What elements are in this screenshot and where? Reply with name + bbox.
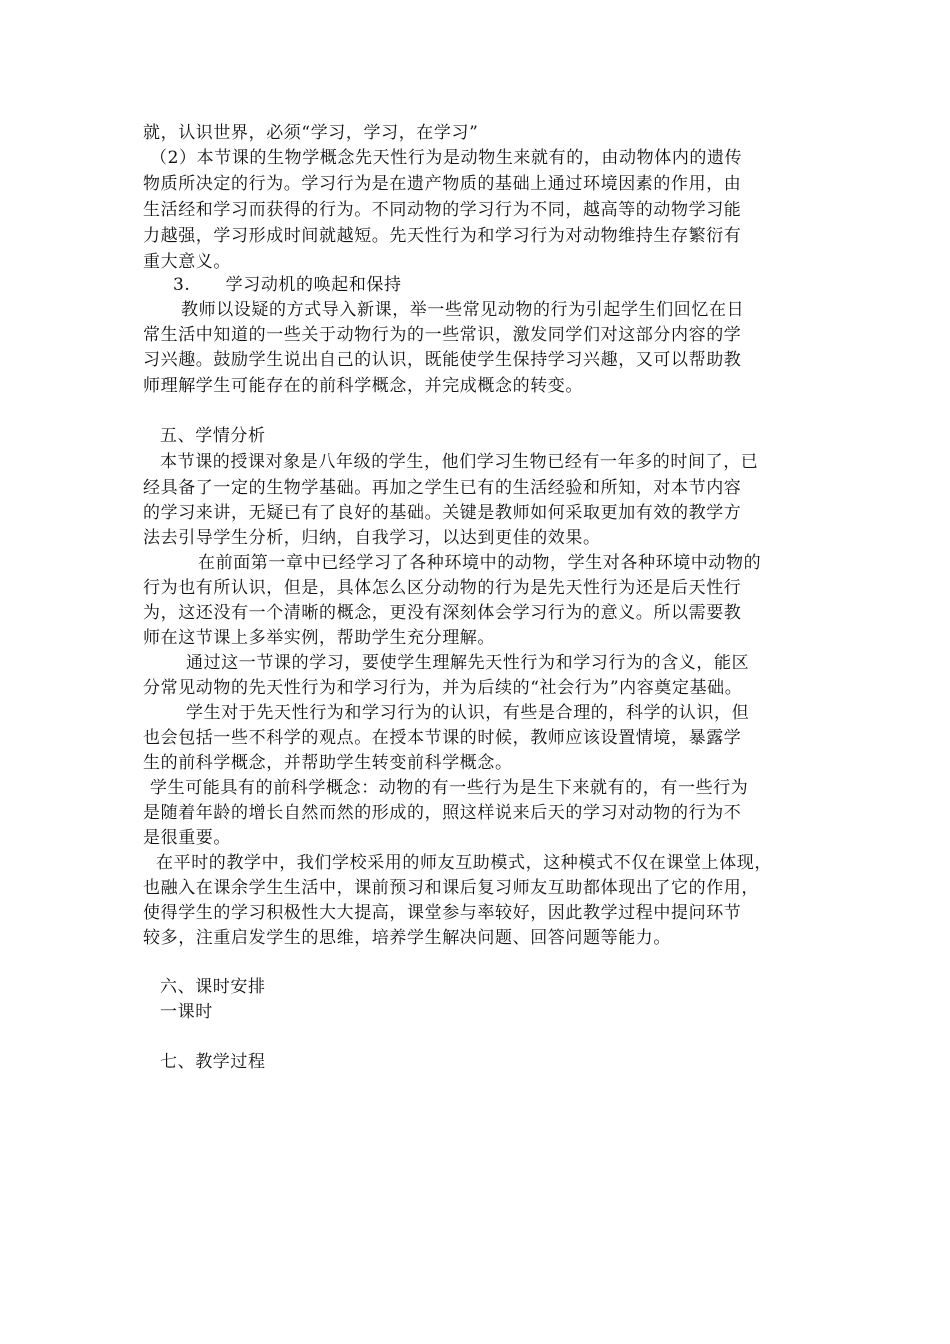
paragraph-line: 分常见动物的先天性行为和学习行为，并为后续的“社会行为”内容奠定基础。 bbox=[143, 678, 743, 698]
paragraph-line: 是随着年龄的增长自然而然的形成的，照这样说来后天的学习对动物的行为不 bbox=[143, 803, 742, 823]
subsection-heading: 3. 学习动机的唤起和保持 bbox=[173, 275, 402, 295]
section-heading: 七、教学过程 bbox=[160, 1052, 266, 1072]
paragraph-line: 生的前科学概念，并帮助学生转变前科学概念。 bbox=[143, 753, 513, 773]
paragraph-line: 教师以设疑的方式导入新课，举一些常见动物的行为引起学生们回忆在日 bbox=[181, 300, 745, 320]
paragraph-line: 学生可能具有的前科学概念：动物的有一些行为是生下来就有的，有一些行为 bbox=[150, 778, 749, 798]
paragraph-line: 在平时的教学中，我们学校采用的师友互助模式，这种模式不仅在课堂上体现， bbox=[156, 853, 772, 873]
paragraph-line: 学生对于先天性行为和学习行为的认识，有些是合理的，科学的认识，但 bbox=[186, 703, 750, 723]
paragraph-line: 物质所决定的行为。学习行为是在遗产物质的基础上通过环境因素的作用，由 bbox=[143, 174, 742, 194]
paragraph-line: 为，这还没有一个清晰的概念，更没有深刻体会学习行为的意义。所以需要教 bbox=[143, 603, 742, 623]
paragraph-line: 行为也有所认识，但是，具体怎么区分动物的行为是先天性行为还是后天性行 bbox=[143, 578, 742, 598]
paragraph-line: 经具备了一定的生物学基础。再加之学生已有的生活经验和所知，对本节内容 bbox=[143, 478, 742, 498]
paragraph-line: 习兴趣。鼓励学生说出自己的认识，既能使学生保持学习兴趣，又可以帮助教 bbox=[143, 350, 742, 370]
paragraph-line: 力越强，学习形成时间就越短。先天性行为和学习行为对动物维持生存繁衍有 bbox=[143, 226, 742, 246]
paragraph-line: 是很重要。 bbox=[143, 828, 231, 848]
paragraph-line: 较多，注重启发学生的思维，培养学生解决问题、回答问题等能力。 bbox=[143, 928, 671, 948]
paragraph-line: 师理解学生可能存在的前科学概念，并完成概念的转变。 bbox=[143, 376, 583, 396]
paragraph-line: 师在这节课上多举实例，帮助学生充分理解。 bbox=[143, 628, 495, 648]
paragraph-line: 生活经和学习而获得的行为。不同动物的学习行为不同，越高等的动物学习能 bbox=[143, 200, 742, 220]
section-heading: 五、学情分析 bbox=[160, 426, 266, 446]
paragraph-line: 通过这一节课的学习，要使学生理解先天性行为和学习行为的含义，能区 bbox=[186, 653, 750, 673]
paragraph-line: 法去引导学生分析，归纳，自我学习，以达到更佳的效果。 bbox=[143, 528, 601, 548]
paragraph-line: 重大意义。 bbox=[143, 252, 231, 272]
paragraph-line: 在前面第一章中已经学习了各种环境中的动物，学生对各种环境中动物的 bbox=[198, 553, 762, 573]
section-heading: 六、课时安排 bbox=[160, 977, 266, 997]
paragraph-line: 一课时 bbox=[160, 1002, 213, 1022]
paragraph-line: 也会包括一些不科学的观点。在授本节课的时候，教师应该设置情境，暴露学 bbox=[143, 728, 742, 748]
paragraph-line: 常生活中知道的一些关于动物行为的一些常识，激发同学们对这部分内容的学 bbox=[143, 325, 742, 345]
paragraph-line: 也融入在课余学生生活中，课前预习和课后复习师友互助都体现出了它的作用， bbox=[143, 878, 759, 898]
paragraph-line: 使得学生的学习积极性大大提高，课堂参与率较好，因此教学过程中提问环节 bbox=[143, 903, 742, 923]
paragraph-line: 的学习来讲，无疑已有了良好的基础。关键是教师如何采取更加有效的教学方 bbox=[143, 503, 742, 523]
paragraph-line: 就，认识世界，必须“学习，学习，在学习” bbox=[143, 123, 479, 143]
paragraph-line: 本节课的授课对象是八年级的学生，他们学习生物已经有一年多的时间了，已 bbox=[160, 452, 759, 472]
paragraph-line: （2）本节课的生物学概念先天性行为是动物生来就有的，由动物体内的遗传 bbox=[150, 148, 743, 168]
